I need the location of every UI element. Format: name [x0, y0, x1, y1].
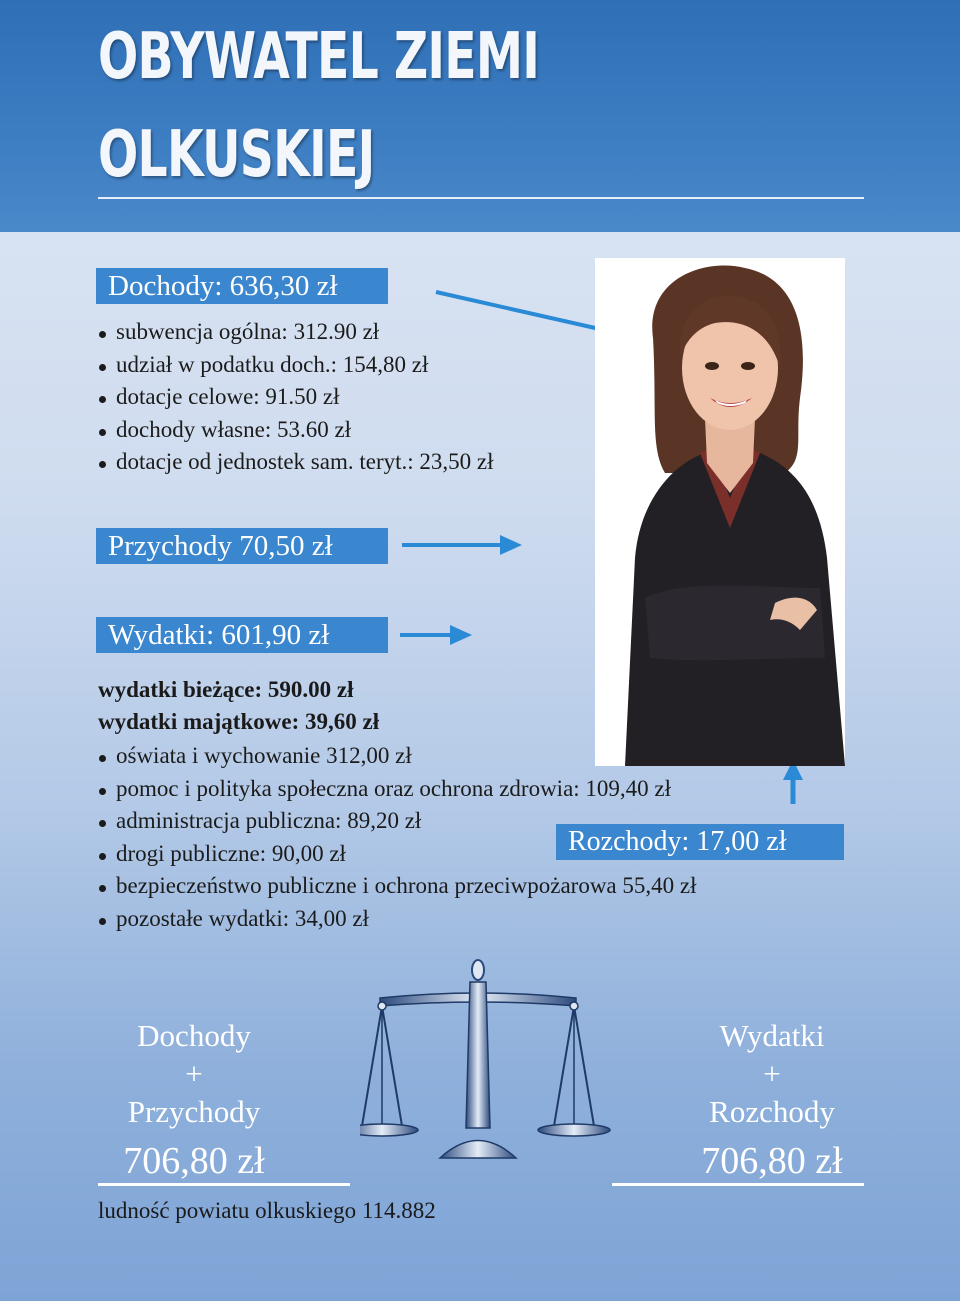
page-title: OBYWATEL ZIEMI OLKUSKIEJ: [98, 20, 540, 192]
balance-left-line2: Przychody: [127, 1094, 261, 1129]
list-item: dotacje od jednostek sam. teryt.: 23,50 zł: [98, 446, 494, 479]
population-note: ludność powiatu olkuskiego 114.882: [98, 1198, 436, 1223]
businesswoman-photo: [595, 258, 845, 766]
list-item: dotacje celowe: 91.50 zł: [98, 381, 494, 414]
balance-right-underline: [612, 1183, 864, 1186]
arrow-icon: [400, 625, 472, 645]
balance-left-underline: [98, 1183, 350, 1186]
capital-expenses: wydatki majątkowe: 39,60 zł: [98, 709, 380, 734]
balance-right-line1: Wydatki: [719, 1018, 825, 1053]
list-item: pomoc i polityka społeczna oraz ochrona zdrowia: 109,40 zł: [98, 773, 697, 806]
list-item: subwencja ogólna: 312.90 zł: [98, 316, 494, 349]
list-item: bezpieczeństwo publiczne i ochrona przeciwpożarowa 55,40 zł: [98, 870, 697, 903]
arrow-icon: [783, 760, 803, 804]
balance-right: [672, 1017, 872, 1187]
revenue-label: Przychody 70,50 zł: [96, 528, 388, 564]
list-item: administracja publiczna: 89,20 zł: [98, 805, 697, 838]
balance-right-line2: Rozchody: [709, 1094, 835, 1129]
balance-left-total: 706,80 zł: [123, 1140, 265, 1182]
outflows-label: Rozchody: 17,00 zł: [556, 824, 844, 860]
list-item: oświata i wychowanie 312,00 zł: [98, 740, 697, 773]
balance-left: [94, 1017, 294, 1187]
balance-left-line1: Dochody: [137, 1018, 251, 1053]
balance-left-plus: +: [185, 1056, 203, 1091]
list-item: drogi publiczne: 90,00 zł: [98, 838, 697, 871]
list-item: dochody własne: 53.60 zł: [98, 414, 494, 447]
balance-scale-icon: [360, 958, 640, 1183]
current-expenses: wydatki bieżące: 590.00 zł: [98, 677, 354, 702]
expenses-label: Wydatki: 601,90 zł: [96, 617, 388, 653]
arrow-icon: [402, 535, 522, 555]
list-item: udział w podatku doch.: 154,80 zł: [98, 349, 494, 382]
income-label: Dochody: 636,30 zł: [96, 268, 388, 304]
list-item: pozostałe wydatki: 34,00 zł: [98, 903, 697, 936]
balance-right-plus: +: [763, 1056, 781, 1091]
balance-right-total: 706,80 zł: [701, 1140, 843, 1182]
